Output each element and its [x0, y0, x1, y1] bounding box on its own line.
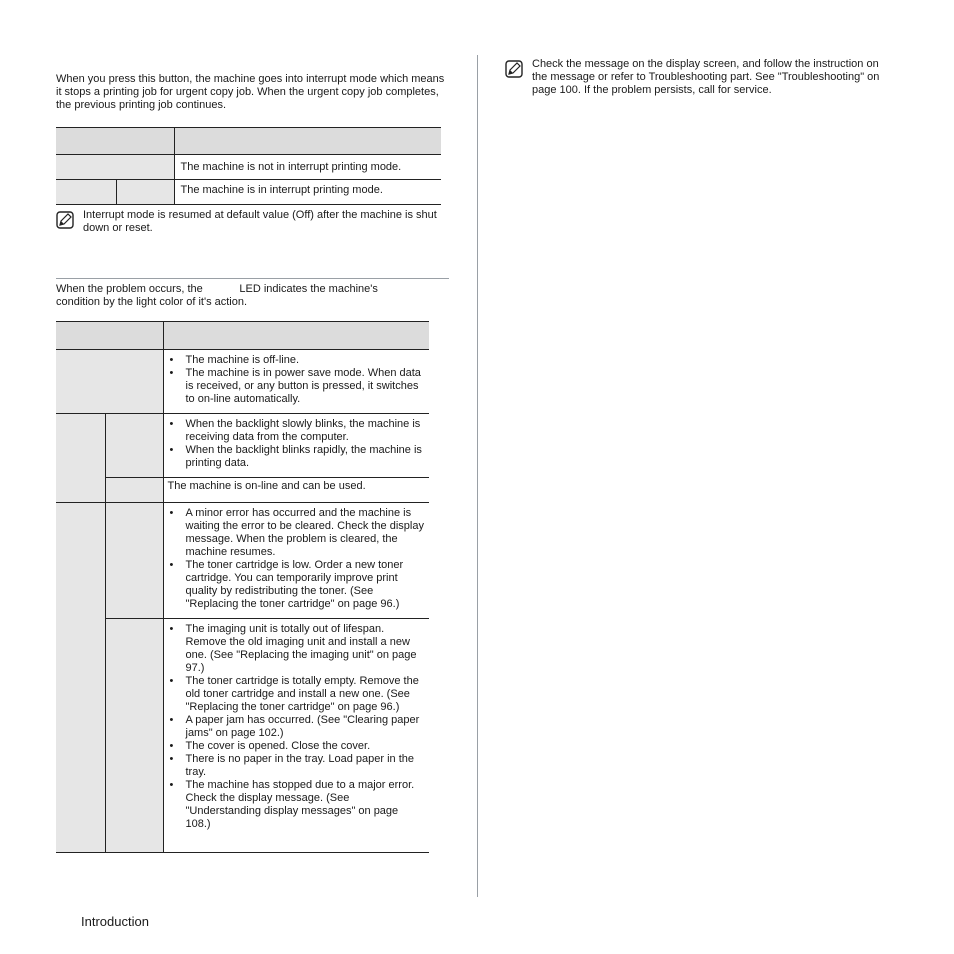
- list-item: • The machine has stopped due to a major error. Check the display message. (See "Understanding display messages" on page 108.): [170, 779, 426, 831]
- color-cell: [116, 180, 174, 205]
- description-cell: [163, 350, 429, 414]
- right-note: Check the message on the display screen, and follow the instruction on the message or refer to Troubleshooting part. See "Troubleshooting" on page 100. If the problem persists, call for service.: [532, 58, 880, 96]
- interrupt-table-header: [56, 128, 441, 155]
- description-header-cell: [174, 128, 441, 155]
- list-item: • When the backlight blinks rapidly, the machine is printing data.: [170, 444, 426, 470]
- footer-label: Introduction: [81, 914, 149, 929]
- interrupt-table: [56, 127, 441, 205]
- table-row: [56, 503, 429, 619]
- description-cell: [163, 478, 429, 503]
- status-table-header: [56, 322, 429, 350]
- interrupt-note: Interrupt mode is resumed at default value (Off) after the machine is shut down or reset.: [83, 209, 437, 234]
- description-cell: [163, 503, 429, 619]
- color-cell: [105, 478, 163, 503]
- table-row: [56, 180, 441, 205]
- list-item: • A paper jam has occurred. (See "Clearing paper jams" on page 102.): [170, 714, 426, 740]
- section-divider: [56, 278, 449, 279]
- color-cell: [105, 503, 163, 619]
- list-item: • When the backlight slowly blinks, the machine is receiving data from the computer.: [170, 418, 426, 444]
- list-item: • The toner cartridge is low. Order a new toner cartridge. You can temporarily improve print quality by redistributing the toner. (See "Replacing the toner cartridge" on page 96.): [170, 559, 426, 611]
- list-item: • A minor error has occurred and the machine is waiting the error to be cleared. Check the display message. When the problem is cleared, the machine resumes.: [170, 507, 426, 559]
- status-cell: [56, 414, 105, 503]
- color-cell: [105, 414, 163, 478]
- description-cell: [163, 619, 429, 853]
- table-row: [56, 478, 429, 503]
- row-description: The machine is in interrupt printing mode.: [180, 184, 383, 196]
- description-cell: [163, 414, 429, 478]
- row-description: The machine is not in interrupt printing mode.: [180, 161, 402, 173]
- description-list: [164, 414, 430, 474]
- list-item: • The toner cartridge is totally empty. Remove the old toner cartridge and install a new one. (See "Replacing the toner cartridge" on page 96.): [170, 675, 426, 714]
- table-row: [56, 619, 429, 853]
- table-row: [56, 350, 429, 414]
- description-cell: [174, 155, 441, 180]
- list-item: • The machine is in power save mode. When data is received, or any button is pressed, it switches to on-line automatically.: [170, 367, 426, 406]
- status-led-table: [56, 321, 429, 853]
- description-list: [164, 503, 430, 615]
- status-header-cell: [56, 128, 174, 155]
- table-row: [56, 414, 429, 478]
- list-item: • There is no paper in the tray. Load paper in the tray.: [170, 753, 426, 779]
- description-list: [164, 619, 430, 835]
- status-cell: [56, 503, 105, 853]
- interrupt-intro: When you press this button, the machine goes into interrupt mode which means it stops a printing job for urgent copy job. When the urgent copy job completes, the previous printing job continues.: [56, 73, 445, 111]
- status-header-cell: [56, 322, 163, 350]
- list-item: • The machine is off-line.: [170, 354, 426, 367]
- description-list: [164, 350, 430, 410]
- note-icon: [505, 60, 523, 78]
- color-cell: [105, 619, 163, 853]
- status-led-intro: When the problem occurs, the LED indicates the machine's condition by the light color of it's action.: [56, 283, 381, 308]
- column-divider: [477, 55, 478, 897]
- row-description: The machine is on-line and can be used.: [167, 480, 366, 492]
- list-item: • The cover is opened. Close the cover.: [170, 740, 426, 753]
- status-cell: [56, 180, 116, 205]
- status-cell: [56, 350, 163, 414]
- status-cell: [56, 155, 174, 180]
- table-row: [56, 155, 441, 180]
- list-item: • The imaging unit is totally out of lifespan. Remove the old imaging unit and install a new one. (See "Replacing the imaging unit" on page 97.): [170, 623, 426, 675]
- description-cell: [174, 180, 441, 205]
- note-icon: [56, 211, 74, 229]
- description-header-cell: [163, 322, 429, 350]
